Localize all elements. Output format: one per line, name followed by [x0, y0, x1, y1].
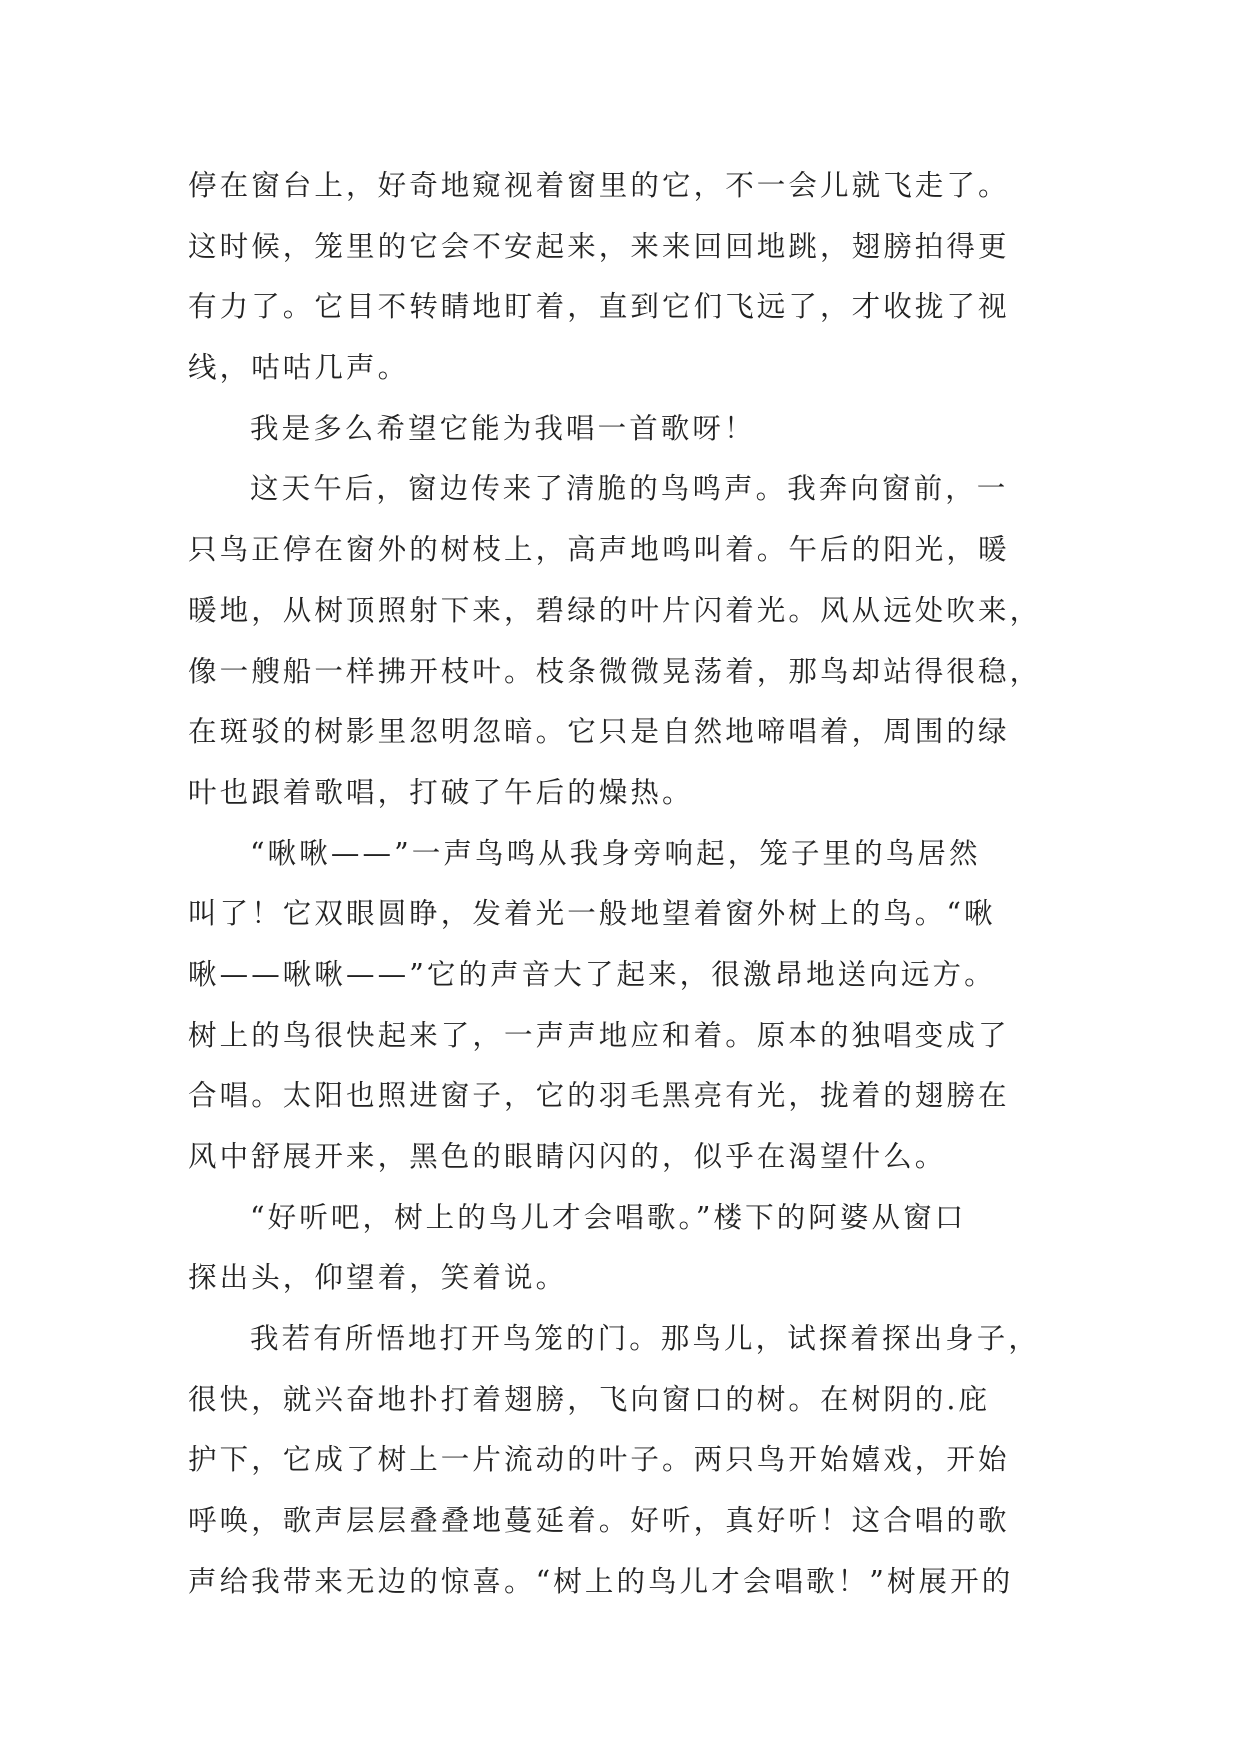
text-line: 很快，就兴奋地扑打着翅膀，飞向窗口的树。在树阴的.庇 — [188, 1382, 991, 1416]
text-line: 树上的鸟很快起来了，一声声地应和着。原本的独唱变成了 — [188, 1018, 1010, 1052]
text-line: 风中舒展开来，黑色的眼睛闪闪的，似乎在渴望什么。 — [188, 1140, 947, 1173]
text-line: 线，咕咕几声。 — [188, 351, 410, 385]
text-line: 叶也跟着歌唱，打破了午后的燥热。 — [188, 775, 694, 809]
text-line: 叫了！它双眼圆睁，发着光一般地望着窗外树上的鸟。“啾 — [188, 897, 996, 931]
text-line: 探出头，仰望着，笑着说。 — [188, 1261, 568, 1295]
text-line: 我若有所悟地打开鸟笼的门。那鸟儿，试探着探出身子， — [250, 1322, 1041, 1356]
text-line: 这天午后，窗边传来了清脆的鸟鸣声。我奔向窗前，一 — [250, 472, 1009, 506]
text-line: 啾——啾啾——”它的声音大了起来，很激昂地送向远方。 — [188, 957, 996, 991]
text-line: “啾啾——”一声鸟鸣从我身旁响起，笼子里的鸟居然 — [250, 836, 981, 870]
text-line: 护下，它成了树上一片流动的叶子。两只鸟开始嬉戏，开始 — [188, 1443, 1010, 1477]
text-line: 有力了。它目不转睛地盯着，直到它们飞远了，才收拢了视 — [188, 290, 1010, 324]
text-line: 声给我带来无边的惊喜。“树上的鸟儿才会唱歌！”树展开的 — [188, 1564, 1014, 1598]
text-line: 只鸟正停在窗外的树枝上，高声地鸣叫着。午后的阳光，暖 — [188, 533, 1010, 567]
text-line: 合唱。太阳也照进窗子，它的羽毛黑亮有光，拢着的翅膀在 — [188, 1079, 1010, 1113]
text-line: 呼唤，歌声层层叠叠地蔓延着。好听，真好听！这合唱的歌 — [188, 1504, 1010, 1538]
text-line: 停在窗台上，好奇地窥视着窗里的它，不一会儿就飞走了。 — [188, 169, 1010, 202]
text-line: 在斑驳的树影里忽明忽暗。它只是自然地啼唱着，周围的绿 — [188, 715, 1010, 749]
body-text — [188, 156, 1093, 1613]
text-line: 暖地，从树顶照射下来，碧绿的叶片闪着光。风从远处吹来， — [188, 593, 1042, 627]
text-line: 像一艘船一样拂开枝叶。枝条微微晃荡着，那鸟却站得很稳， — [188, 654, 1042, 688]
text-line: 这时候，笼里的它会不安起来，来来回回地跳，翅膀拍得更 — [188, 229, 1010, 263]
text-line: 我是多么希望它能为我唱一首歌呀！ — [250, 411, 756, 445]
text-line: “好听吧，树上的鸟儿才会唱歌。”楼下的阿婆从窗口 — [250, 1200, 967, 1234]
